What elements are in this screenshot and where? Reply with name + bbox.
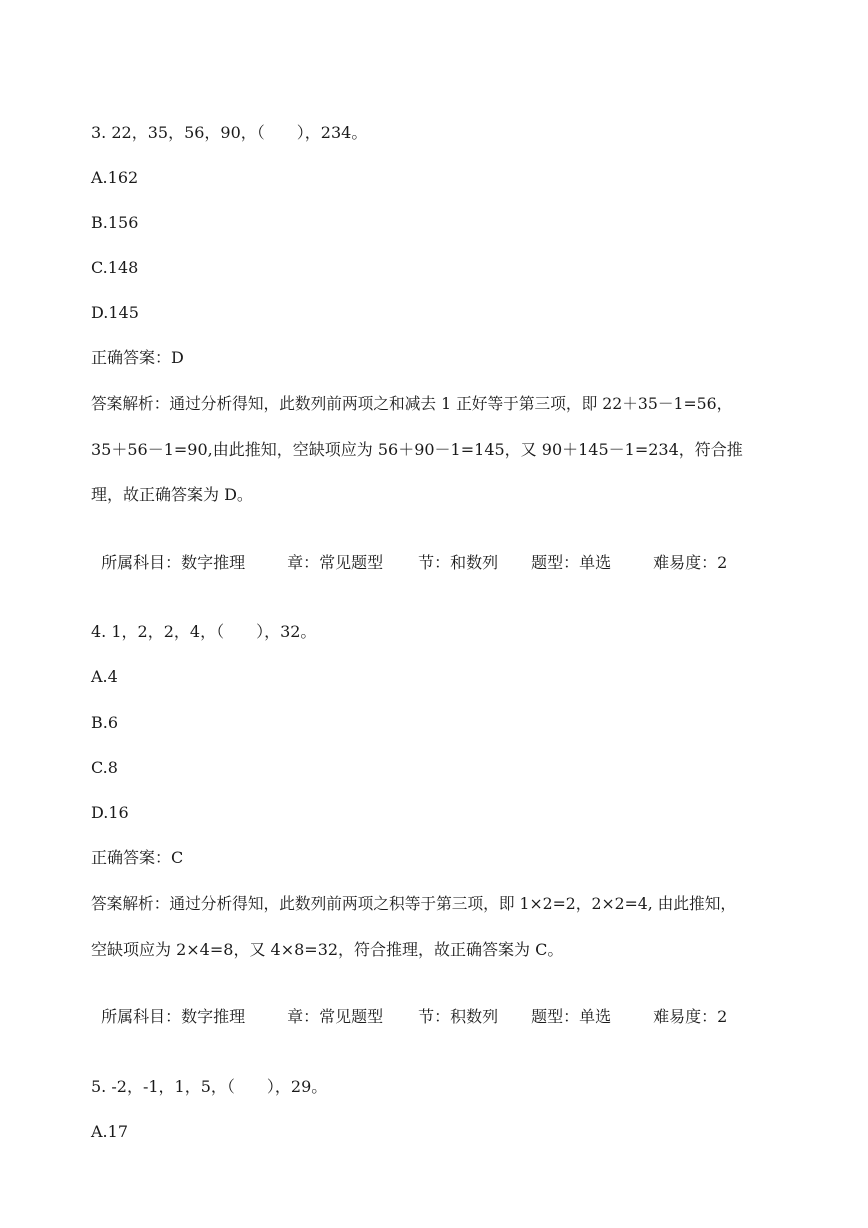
question-3-analysis-line-2: 35＋56－1=90,由此推知，空缺项应为 56＋90－1=145，又 90＋145－1=234，符合推 xyxy=(91,440,743,459)
question-3-option-b: B.156 xyxy=(91,213,139,232)
question-4-analysis-line-2: 空缺项应为 2×4=8，又 4×8=32，符合推理，故正确答案为 C。 xyxy=(91,940,564,959)
meta-chapter: 章：常见题型 xyxy=(287,553,384,572)
meta-section: 节：积数列 xyxy=(418,1007,499,1026)
question-4-answer: 正确答案：C xyxy=(91,848,184,867)
meta-subject: 所属科目：数字推理 xyxy=(101,1007,246,1026)
meta-chapter: 章：常见题型 xyxy=(287,1007,384,1026)
question-3-option-a: A.162 xyxy=(91,168,139,187)
question-4-option-a: A.4 xyxy=(91,667,118,686)
meta-type: 题型：单选 xyxy=(531,553,612,572)
question-4-stem: 4. 1，2，2，4，（ ），32。 xyxy=(91,622,317,641)
question-3-analysis-line-3: 理，故正确答案为 D。 xyxy=(91,485,253,504)
question-3-analysis-line-1: 答案解析：通过分析得知，此数列前两项之和减去 1 正好等于第三项，即 22＋35－1=56， xyxy=(91,394,733,413)
question-4-analysis-line-1: 答案解析：通过分析得知，此数列前两项之积等于第三项，即 1×2=2，2×2=4, 由此推知， xyxy=(91,894,737,913)
question-4-option-b: B.6 xyxy=(91,713,119,732)
meta-section: 节：和数列 xyxy=(418,553,499,572)
question-3-option-c: C.148 xyxy=(91,258,139,277)
meta-subject: 所属科目：数字推理 xyxy=(101,553,246,572)
question-3-answer: 正确答案：D xyxy=(91,348,184,367)
question-4-option-d: D.16 xyxy=(91,803,129,822)
question-4-option-c: C.8 xyxy=(91,758,118,777)
question-5-stem: 5. -2，-1，1，5，（ ），29。 xyxy=(91,1077,328,1096)
meta-difficulty: 难易度：2 xyxy=(653,1007,728,1026)
question-4-meta xyxy=(91,984,727,1028)
question-5-option-a: A.17 xyxy=(91,1122,128,1141)
question-3-option-d: D.145 xyxy=(91,303,139,322)
meta-type: 题型：单选 xyxy=(531,1007,612,1026)
meta-difficulty: 难易度：2 xyxy=(653,553,728,572)
question-3-meta xyxy=(91,530,727,574)
question-3-stem: 3. 22，35，56，90，（ ），234。 xyxy=(91,123,368,142)
